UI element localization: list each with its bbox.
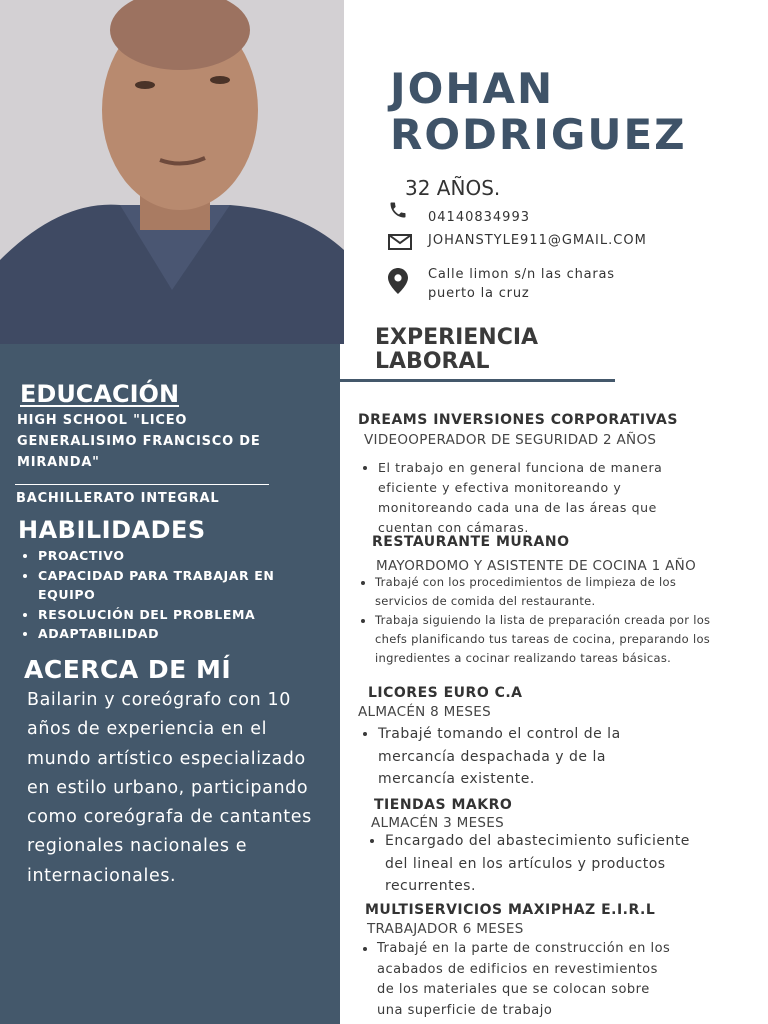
job-bullets xyxy=(360,458,680,538)
job-company: TIENDAS MAKRO xyxy=(374,797,513,813)
phone-number: 04140834993 xyxy=(428,210,530,225)
job-role: TRABAJADOR 6 MESES xyxy=(367,921,524,937)
last-name: RODRIGUEZ xyxy=(390,110,687,159)
education-school: HIGH SCHOOL "LICEO GENERALISIMO FRANCISCO DE MIRANDA" xyxy=(17,413,261,470)
job-bullet: • Trabajé en la parte de construcción en los acabados de edificios en revestimientos de los materiales que se colocan sobre una superficie de trabajo xyxy=(377,939,679,1021)
about-text: Bailarin y coreógrafo con 10 años de experiencia en el mundo artístico especializado en estilo urbano, participando como coreógrafa de cantantes regionales nacionales e internacionales. xyxy=(27,690,312,886)
experience-title-line-1: EXPERIENCIA xyxy=(375,325,539,350)
job-bullets xyxy=(367,830,692,898)
address-line-1: Calle limon s/n las charas xyxy=(428,267,615,282)
skills-title: HABILIDADES xyxy=(18,516,206,544)
education-degree: BACHILLERATO INTEGRAL xyxy=(16,491,220,506)
age: 32 AÑOS. xyxy=(405,176,501,200)
job-company: MULTISERVICIOS MAXIPHAZ E.I.R.L xyxy=(365,902,656,918)
experience-title xyxy=(375,326,538,374)
job-bullets xyxy=(357,573,725,668)
skill-item: • RESOLUCIÓN DEL PROBLEMA xyxy=(38,605,301,625)
skill-item: • CAPACIDAD PARA TRABAJAR EN EQUIPO xyxy=(38,566,301,605)
job-bullet: • El trabajo en general funciona de manera eficiente y efectiva monitoreando y monitoreando cada una de las áreas que cuentan con cámaras. xyxy=(378,458,680,538)
skill-item: • PROACTIVO xyxy=(38,546,301,566)
profile-photo xyxy=(0,0,344,344)
phone-icon xyxy=(388,200,410,222)
candidate-name xyxy=(390,66,687,158)
skills-list xyxy=(16,546,301,644)
job-role: MAYORDOMO Y ASISTENTE DE COCINA 1 AÑO xyxy=(376,558,697,574)
job-company: LICORES EURO C.A xyxy=(368,685,523,701)
email-address: JOHANSTYLE911@GMAIL.COM xyxy=(428,233,647,248)
envelope-icon xyxy=(388,233,414,255)
address-line-2: puerto la cruz xyxy=(428,286,530,301)
job-company: RESTAURANTE MURANO xyxy=(372,534,570,550)
first-name: JOHAN xyxy=(390,64,555,113)
address xyxy=(428,265,615,303)
experience-divider xyxy=(340,379,615,382)
skill-item: • ADAPTABILIDAD xyxy=(38,624,301,644)
education-divider xyxy=(15,484,269,485)
job-bullet: • Trabaja siguiendo la lista de preparación creada por los chefs planificando tus tareas de cocina, preparando los ingredientes a cocinar realizando tareas básicas. xyxy=(375,611,725,668)
job-company: DREAMS INVERSIONES CORPORATIVAS xyxy=(358,412,678,428)
job-bullet: • Trabajé con los procedimientos de limpieza de los servicios de comida del restaurante. xyxy=(375,573,725,611)
job-bullets xyxy=(360,723,670,791)
job-bullet: • Trabajé tomando el control de la mercancía despachada y de la mercancía existente. xyxy=(378,723,670,791)
job-role: ALMACÉN 3 MESES xyxy=(371,815,504,831)
experience-title-line-2: LABORAL xyxy=(375,349,490,374)
map-pin-icon xyxy=(388,268,410,290)
job-role: ALMACÉN 8 MESES xyxy=(358,704,491,720)
about-title: ACERCA DE MÍ xyxy=(24,655,232,684)
job-bullets xyxy=(359,939,679,1021)
education-title: EDUCACIÓN xyxy=(20,380,180,408)
job-role: VIDEOOPERADOR DE SEGURIDAD 2 AÑOS xyxy=(364,432,657,448)
job-bullet: • Encargado del abastecimiento suficiente del lineal en los artículos y productos recurrentes. xyxy=(385,830,692,898)
